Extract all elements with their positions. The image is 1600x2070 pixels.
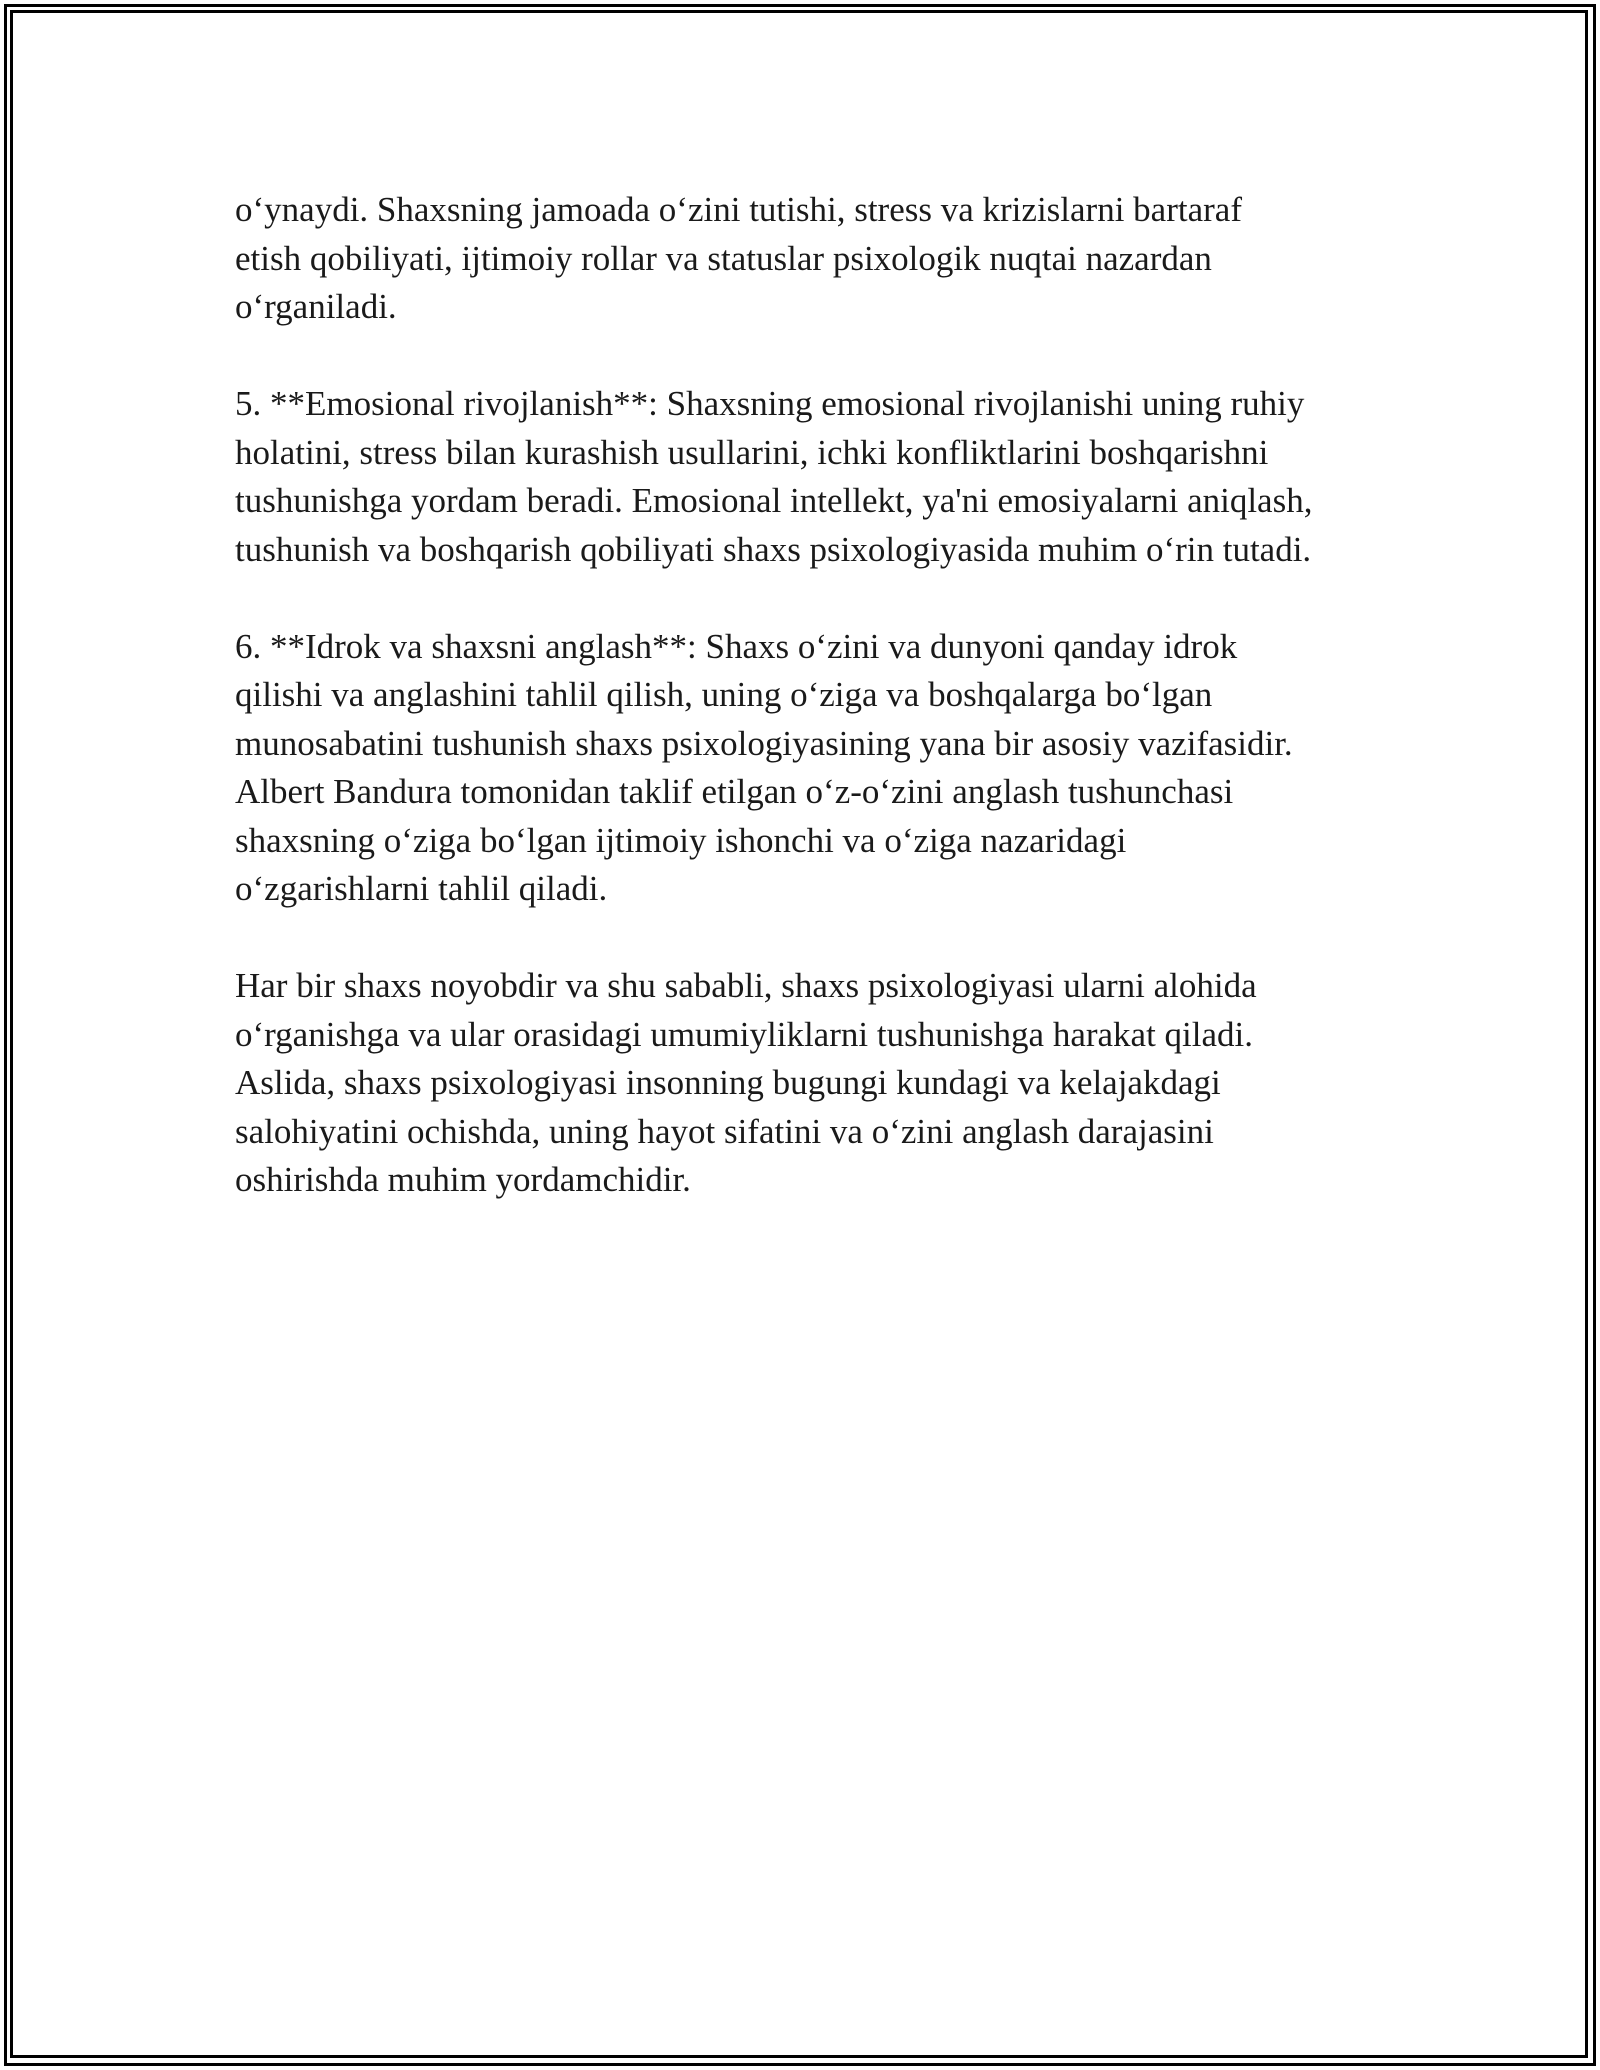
paragraph-social-behavior: oʻynaydi. Shaxsning jamoada oʻzini tutishi, stress va krizislarni bartaraf etish qobiliyati, ijtimoiy rollar va statuslar psixologik nuqtai nazardan oʻrganiladi. [235,190,1242,326]
paragraph-conclusion: Har bir shaxs noyobdir va shu sababli, shaxs psixologiyasi ularni alohida oʻrganishga va ular orasidagi umumiyliklarni tushunishga harakat qiladi. Aslida, shaxs psixologiyasi insonning bugungi kundagi va kelajakdagi salohiyatini ochishda, uning hayot sifatini va oʻzini anglash darajasini oshirishda muhim yordamchidir. [235,966,1257,1199]
paragraph-perception-self-awareness: 6. **Idrok va shaxsni anglash**: Shaxs oʻzini va dunyoni qanday idrok qilishi va anglashini tahlil qilish, uning oʻziga va boshqalarga boʻlgan munosabatini tushunish shaxs psixologiyasining yana bir asosiy vazifasidir. Albert Bandura tomonidan taklif etilgan oʻz-oʻzini anglash tushunchasi shaxsning oʻziga boʻlgan ijtimoiy ishonchi va oʻziga nazaridagi oʻzgarishlarni tahlil qiladi. [235,626,1293,908]
paragraph-emotional-development: 5. **Emosional rivojlanish**: Shaxsning emosional rivojlanishi uning ruhiy holatini, stress bilan kurashish usullarini, ichki konfliktlarini boshqarishni tushunishga yordam beradi. Emosional intellekt, ya'ni emosiyalarni aniqlash, tushunish va boshqarish qobiliyati shaxs psixologiyasida muhim oʻrin tutadi. [235,384,1313,569]
document-body [235,186,1395,1253]
